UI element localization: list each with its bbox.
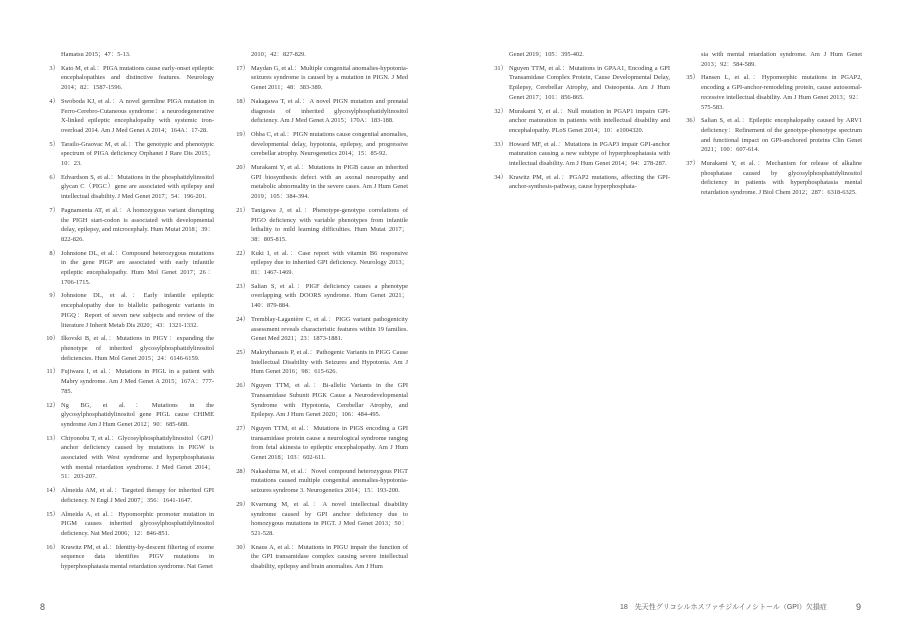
reference-continuation <box>46 50 214 60</box>
reference-text: Pagnamenta AT, et al.：A homozygous variant disrupting the PIGH start-codon is associated with developmental delay, epilepsy, and microcephaly. Hum Mutat 2018；39：822-826. <box>61 206 214 243</box>
reference-text: Tarailo-Graovac M, et al.：The genotypic and phenotypic spectrum of PIGA deficiency Orphanet J Rare Dis 2015；10：23. <box>61 140 214 168</box>
reference-entry <box>236 424 408 463</box>
reference-number: 37） <box>686 160 699 168</box>
references-column-3 <box>494 50 670 590</box>
reference-number: 6） <box>49 173 59 181</box>
reference-continuation <box>494 50 670 60</box>
reference-entry <box>236 467 408 496</box>
reference-entry <box>46 510 214 539</box>
reference-text: Johnstone DL, et al.：Early infantile epileptic encephalopathy due to biallelic pathogenic variants in PIGQ：Report of seven new subjects and review of the literature J Inherit Metab Dis 2020；43：1321-1332. <box>61 292 214 329</box>
reference-text: Ng BG, et al.：Mutations in the glycosylphosphatidylinositol gene PIGL cause CHIME syndrome Am J Hum Genet 2012；90：685-688. <box>61 401 214 428</box>
reference-text: Nguyen TTM, et al.：Bi-allelic Variants in the GPI Transamidase Subunit PIGK Cause a Neurodevelopmental Syndrome with Hypotonia, Cerebellar Atrophy, and Epilepsy. Am J Hum Genet 2020；106：484-495. <box>251 382 408 419</box>
reference-number: 16） <box>46 543 59 551</box>
reference-entry <box>46 206 214 245</box>
reference-text: Chiyonobu T, et al.：Glycosylphosphatidylinositol（GPI）anchor deficiency caused by mutations in PIGW is associated with West syndrome and hyperphosphatasia with mental retardation syndrome. J Med Genet 2014；51：203-207. <box>61 434 214 481</box>
reference-text: Nakashima M, et al.：Novel compound heterozygous PIGT mutations caused multiple congenital anomalies-hypotonia-seizures syndrome 3. Neurogenetics 2014；15：193-200. <box>251 467 408 495</box>
reference-text: sia with mental retardation syndrome. Am J Hum Genet 2013；92：584-589. <box>701 51 862 68</box>
reference-number: 32） <box>494 107 507 115</box>
reference-number: 27） <box>236 424 249 432</box>
reference-entry <box>46 334 214 363</box>
references-column-4 <box>686 50 862 590</box>
reference-entry <box>494 140 670 169</box>
reference-entry <box>236 282 408 311</box>
reference-entry <box>46 401 214 430</box>
reference-text: Kato M, et al.：PIGA mutations cause early-onset epileptic encephalopathies and distinctive features. Neurology 2014；82：1587-1596. <box>61 64 214 92</box>
reference-text: Murakami Y, et al.：Null mutation in PGAP1 impairs GPI-anchor maturation in patients with intellectual disability and encephalopathy. PLoS Genet 2014；10：e1004320. <box>509 107 670 134</box>
reference-entry <box>46 543 214 572</box>
reference-number: 21） <box>236 206 249 214</box>
reference-text: Maydan G, et al.：Multiple congenital anomalies-hypotonia-seizures syndrome is caused by a mutation in PIGN. J Med Genet 2011；48：383-389. <box>251 64 408 92</box>
reference-entry <box>46 249 214 288</box>
reference-text: Tremblay-Laganière C, et al.：PIGG variant pathogenicity assessment reveals characteristic features within 19 families. Genet Med 2021；23：1873-1881. <box>251 315 408 343</box>
reference-text: Ohba C, et al.：PIGN mutations cause congenital anomalies, developmental delay, hypotonia, epilepsy, and progressive cerebellar atrophy. Neurogenetics 2014；15：85-92. <box>251 130 408 158</box>
reference-text: Nguyen TTM, et al.：Mutations in GPAA1, Encoding a GPI Transamidase Complex Protein, Cause Developmental Delay, Epilepsy, Cerebellar Atrophy, and Osteopenia. Am J Hum Genet 2017；101：856-865. <box>509 64 670 101</box>
reference-entry <box>236 97 408 126</box>
reference-text: Kuki I, et al.：Case report with vitamin B6 responsive epilepsy due to inherited GPI deficiency. Neurology 2013；81：1467-1469. <box>251 249 408 277</box>
reference-entry <box>46 486 214 505</box>
reference-number: 17） <box>236 64 249 72</box>
reference-entry <box>686 116 862 155</box>
reference-number: 23） <box>236 282 249 290</box>
reference-number: 31） <box>494 64 507 72</box>
reference-entry <box>46 173 214 202</box>
reference-number: 28） <box>236 467 249 475</box>
reference-entry <box>236 381 408 420</box>
reference-number: 5） <box>49 140 59 148</box>
reference-entry <box>236 130 408 159</box>
reference-number: 10） <box>46 335 59 343</box>
reference-text: Nakagawa T, et al.：A novel PIGN mutation and prenatal diagnosis of inherited glycosylphosphatidylinositol deficiency. Am J Med Genet A 2015；170A：183-188. <box>251 97 408 125</box>
reference-number: 30） <box>236 543 249 551</box>
reference-text: Makrythanasis P, et al.：Pathogenic Variants in PIGG Cause Intellectual Disability with Seizures and Hypotonia. Am J Hum Genet 2016；98：615-626. <box>251 348 408 376</box>
reference-entry <box>494 107 670 136</box>
reference-number: 8） <box>49 249 59 257</box>
reference-entry <box>686 73 862 112</box>
reference-number: 9） <box>49 292 59 300</box>
reference-entry <box>46 64 214 93</box>
reference-entry <box>236 64 408 93</box>
reference-number: 26） <box>236 382 249 390</box>
reference-entry <box>236 315 408 344</box>
reference-text: Salian S, et al.：PIGF deficiency causes a phenotype overlapping with DOORS syndrome. Hum Genet 2021；140：879-884. <box>251 282 408 310</box>
reference-number: 11） <box>46 368 59 376</box>
reference-entry <box>46 367 214 396</box>
reference-entry <box>236 163 408 202</box>
reference-text: Murakami Y, et al.：Mechanism for release of alkaline phosphatase caused by glycosylphosphatidylinositol deficiency in patients with hyperphosphatasia mental retardation syndrome. J Biol Chem 2012；287：6318-6325. <box>701 160 862 197</box>
reference-entry <box>236 543 408 572</box>
reference-entry <box>494 173 670 192</box>
references-column-2 <box>236 50 408 590</box>
reference-number: 20） <box>236 164 249 172</box>
reference-text: Howard MF, et al.：Mutations in PGAP3 impair GPI-anchor maturation causing a new subtype of hyperphosphatasia with intellectual disability. Am J Hum Genet 2014；94：278-287. <box>509 140 670 168</box>
reference-text: Murakami Y, et al.：Mutations in PIGB cause an inherited GPI biosynthesis defect with an axonal neuropathy and metabolic abnormality in the severe cases. Am J Hum Genet 2019；105：384-394. <box>251 164 408 201</box>
reference-number: 19） <box>236 130 249 138</box>
reference-entry <box>494 64 670 103</box>
reference-entry <box>236 348 408 377</box>
reference-number: 13） <box>46 434 59 442</box>
reference-text: Kvarnung M, et al.：A novel intellectual disability syndrome caused by GPI anchor deficiency due to homozygous mutations in PIGT. J Med Genet 2013；50：521-528. <box>251 500 408 537</box>
reference-text: Hansen L, et al.：Hypomorphic mutations in PGAP2, encoding a GPI-anchor-remodeling protein, cause autosomal-recessive intellectual disability. Am J Hum Genet 2013；92：575-583. <box>701 74 862 111</box>
reference-text: Krawitz PM, et al.：PGAP2 mutations, affecting the GPI-anchor-synthesis-pathway, cause hyperphosphata- <box>509 173 670 191</box>
reference-number: 24） <box>236 315 249 323</box>
reference-number: 3） <box>49 64 59 72</box>
reference-entry <box>46 291 214 330</box>
reference-entry <box>236 206 408 245</box>
reference-number: 35） <box>686 74 699 82</box>
page-number-left: 8 <box>40 602 46 612</box>
reference-text: Genet 2019；105：395-402. <box>509 51 584 58</box>
reference-entry <box>236 249 408 278</box>
reference-number: 25） <box>236 348 249 356</box>
reference-number: 18） <box>236 97 249 105</box>
reference-entry <box>236 500 408 539</box>
reference-number: 14） <box>46 487 59 495</box>
reference-text: Krawitz PM, et al.：Identity-by-descent filtering of exome sequence data identifies PIGV mutations in hyperphosphatasia mental retardation syndrome. Nat Genet <box>61 543 214 571</box>
reference-number: 34） <box>494 173 507 181</box>
reference-text: Hamatsu 2015；47：5-13. <box>61 51 131 58</box>
references-column-1 <box>46 50 214 590</box>
reference-number: 7） <box>49 206 59 214</box>
reference-text: 2010；42：827-829. <box>251 51 306 58</box>
reference-entry <box>46 97 214 136</box>
reference-text: Johnstone DL, et al.：Compound heterozygous mutations in the gene PIGP are associated with early infantile epileptic encephalopathy. Hum Mol Genet 2017；26：1706-1715. <box>61 249 214 286</box>
reference-number: 29） <box>236 500 249 508</box>
reference-entry <box>686 159 862 198</box>
reference-number: 22） <box>236 249 249 257</box>
running-title: 18 先天性グリコシルホスファチジルイノシトール（GPI）欠損症 <box>620 604 827 611</box>
reference-entry <box>46 140 214 169</box>
reference-text: Ilkovski B, et al.：Mutations in PIGY：expanding the phenotype of inherited glycosylphosphatidylinositol deficiencies. Hum Mol Genet 2015；24：6146-6159. <box>61 335 214 362</box>
reference-text: Almeida AM, et al.：Targeted therapy for inherited GPI deficiency. N Engl J Med 2007；356：1641-1647. <box>61 487 214 504</box>
right-page <box>450 0 900 636</box>
reference-number: 4） <box>49 97 59 105</box>
reference-number: 33） <box>494 140 507 148</box>
reference-text: Salian S, et al.：Epileptic encephalopathy caused by ARV1 deficiency：Refinement of the genotype-phenotype spectrum and functional impact on GPI-anchored proteins Clin Genet 2021；100：607-614. <box>701 117 862 154</box>
reference-number: 12） <box>46 401 59 409</box>
reference-entry <box>46 434 214 483</box>
reference-text: Tanigawa J, et al.：Phenotype-genotype correlations of PIGO deficiency with variable phenotypes from infantile lethality to mild learning difficulties. Hum Mutat 2017；38：805-815. <box>251 206 408 243</box>
reference-text: Almeida A, et al.：Hypomorphic promoter mutation in PIGM causes inherited glycosylphosphatidylinositol deficiency. Nat Med 2006；12：846-851. <box>61 510 214 537</box>
reference-continuation <box>236 50 408 60</box>
reference-text: Edvardson S, et al.：Mutations in the phosphatidylinositol glycan C（PIGC）gene are associated with epilepsy and intellectual disability. J Med Genet 2017；54：196-201. <box>61 173 214 201</box>
reference-text: Swoboda KJ, et al.：A novel germline PIGA mutation in Ferro-Cerebro-Cutaneous syndrome：a neurodegenerative X-linked epileptic encephalopathy with systemic iron-overload 2014. Am J Med Genet A 2014；164A：17-28. <box>61 97 214 134</box>
reference-number: 15） <box>46 510 59 518</box>
reference-text: Nguyen TTM, et al.：Mutations in PIGS encoding a GPI transamidase protein cause a neurological syndrome ranging from fetal akinesia to epileptic encephalopathy. Am J Hum Genet 2018；103：602-611. <box>251 424 408 462</box>
page-number-right: 9 <box>856 602 862 612</box>
reference-number: 36） <box>686 117 699 125</box>
reference-text: Knaus A, et al.：Mutations in PIGU impair the function of the GPI transamidase complex causing severe intellectual disability, epilepsy and brain anomalies. Am J Hum <box>251 543 408 571</box>
reference-text: Fujiwara I, et al.：Mutations in PIGL in a patient with Mabry syndrome. Am J Med Genet A 2015；167A：777-785. <box>61 368 214 395</box>
reference-continuation <box>686 50 862 69</box>
